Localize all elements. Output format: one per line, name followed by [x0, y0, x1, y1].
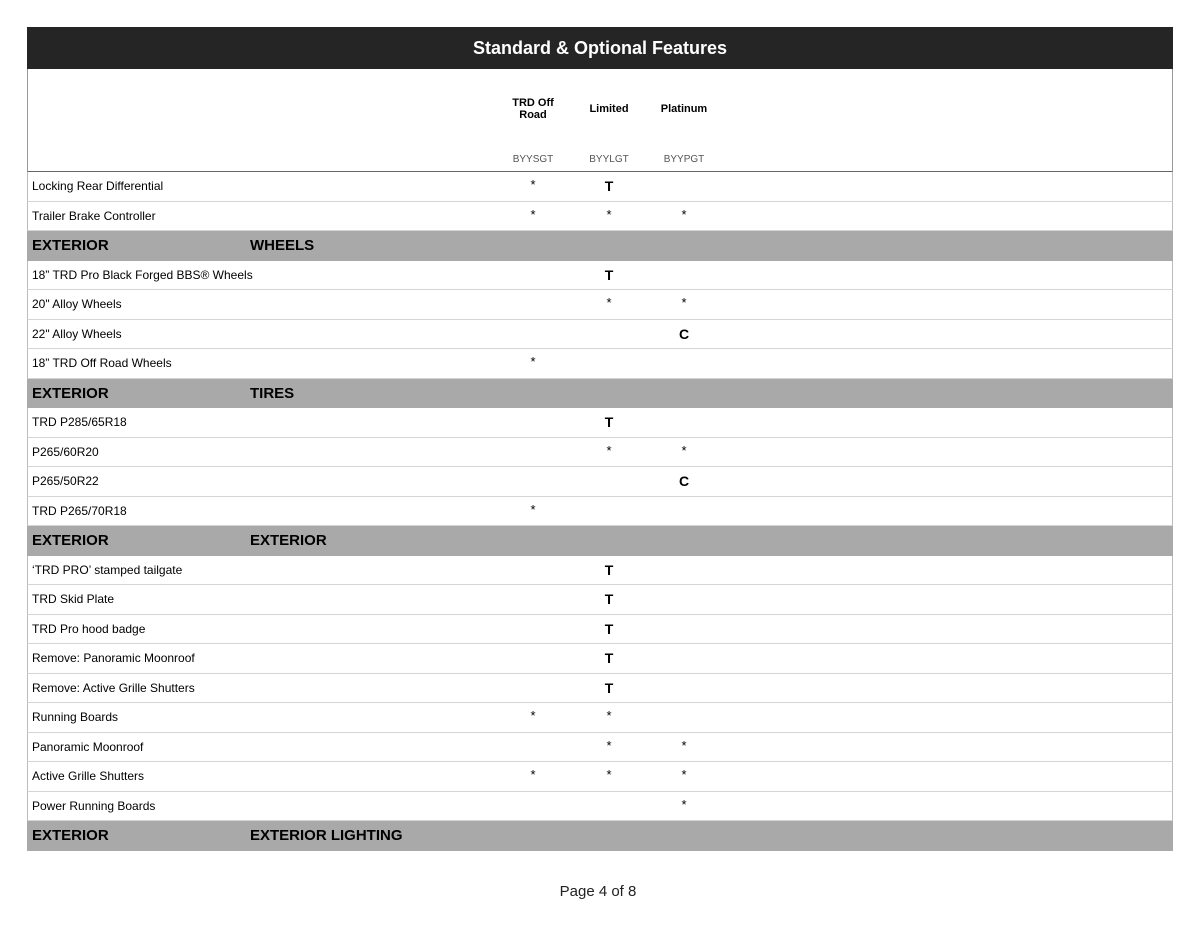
table-row: [27, 261, 1173, 291]
feature-label: Panoramic Moonroof: [32, 739, 144, 754]
table-row: [27, 762, 1173, 792]
availability-mark: *: [530, 501, 536, 517]
availability-mark: *: [606, 708, 612, 723]
availability-mark: T: [604, 561, 614, 578]
feature-table: [27, 27, 1173, 851]
availability-mark: T: [604, 414, 614, 430]
section-category: EXTERIOR: [32, 237, 109, 254]
table-row: [27, 703, 1173, 733]
table-row: [27, 674, 1173, 704]
section-category: EXTERIOR: [32, 384, 109, 402]
feature-label: P265/50R22: [32, 474, 99, 488]
availability-mark: T: [604, 178, 614, 194]
table-row: [27, 733, 1173, 763]
table-row: [27, 172, 1173, 202]
feature-label: 18” TRD Pro Black Forged BBS® Wheels: [32, 267, 253, 282]
availability-mark: *: [681, 737, 687, 753]
column-headers: [27, 69, 1173, 172]
availability-mark: *: [530, 354, 536, 369]
table-row: [27, 556, 1173, 586]
table-row: [27, 644, 1173, 674]
availability-mark: *: [606, 206, 612, 222]
feature-label: Locking Rear Differential: [32, 179, 164, 193]
section-subcategory: EXTERIOR: [250, 532, 327, 549]
availability-mark: *: [681, 442, 687, 458]
table-row: [27, 497, 1173, 527]
feature-label: Active Grille Shutters: [32, 769, 145, 783]
table-row: [27, 438, 1173, 468]
availability-mark: *: [530, 206, 536, 222]
model-code: BYYSGT: [512, 154, 554, 165]
availability-mark: C: [678, 325, 690, 342]
section-subcategory: EXTERIOR LIGHTING: [250, 827, 403, 844]
table-row: [27, 349, 1173, 379]
section-header: [27, 231, 1173, 261]
availability-mark: T: [604, 650, 614, 666]
table-row: [27, 290, 1173, 320]
availability-mark: *: [606, 295, 612, 310]
section-header: [27, 821, 1173, 851]
table-body: [27, 172, 1173, 851]
availability-mark: *: [530, 177, 536, 192]
column-header-limited: [569, 103, 649, 115]
table-row: [27, 202, 1173, 232]
availability-mark: T: [604, 620, 614, 637]
availability-mark: T: [604, 591, 614, 607]
availability-mark: *: [530, 767, 536, 782]
availability-mark: *: [681, 295, 687, 310]
feature-label: Remove: Panoramic Moonroof: [32, 651, 195, 665]
column-header-trd-off-road: [493, 97, 573, 121]
feature-label: 20" Alloy Wheels: [32, 297, 122, 311]
section-header: [27, 379, 1173, 409]
feature-label: Trailer Brake Controller: [32, 208, 156, 223]
availability-mark: *: [606, 737, 612, 753]
availability-mark: *: [530, 708, 536, 723]
availability-mark: T: [604, 679, 614, 696]
feature-label: Running Boards: [32, 710, 119, 724]
section-category: EXTERIOR: [32, 827, 109, 844]
page-number: Page 4 of 8: [559, 883, 637, 900]
availability-mark: *: [681, 206, 687, 222]
feature-label: 22" Alloy Wheels: [32, 326, 122, 341]
table-row: [27, 320, 1173, 350]
section-subcategory: TIRES: [250, 384, 295, 402]
feature-label: TRD P285/65R18: [32, 415, 127, 429]
table-title: Standard & Optional Features: [27, 27, 1173, 69]
model-name-line2: Road: [519, 109, 547, 121]
feature-label: ‘TRD PRO’ stamped tailgate: [32, 562, 183, 577]
model-name: Platinum: [660, 103, 708, 115]
availability-mark: *: [681, 796, 687, 812]
feature-label: P265/60R20: [32, 444, 99, 459]
section-subcategory: WHEELS: [250, 237, 315, 254]
feature-label: TRD Skid Plate: [32, 592, 115, 606]
availability-mark: *: [606, 767, 612, 782]
availability-mark: C: [678, 473, 690, 489]
model-code: BYYLGT: [589, 154, 629, 165]
model-code: BYYPGT: [663, 154, 705, 165]
section-header: [27, 526, 1173, 556]
feature-label: Remove: Active Grille Shutters: [32, 680, 195, 695]
table-row: [27, 615, 1173, 645]
table-row: [27, 792, 1173, 822]
section-category: EXTERIOR: [32, 532, 109, 549]
model-name: Limited: [589, 103, 629, 115]
table-row: [27, 408, 1173, 438]
availability-mark: *: [606, 442, 612, 458]
feature-label: TRD P265/70R18: [32, 503, 127, 518]
feature-label: TRD Pro hood badge: [32, 621, 146, 636]
availability-mark: T: [604, 266, 614, 283]
feature-label: 18” TRD Off Road Wheels: [32, 356, 172, 370]
table-row: [27, 467, 1173, 497]
model-name-line1: TRD Off: [512, 97, 554, 109]
availability-mark: *: [681, 767, 687, 782]
feature-label: Power Running Boards: [32, 798, 156, 813]
table-row: [27, 585, 1173, 615]
column-header-platinum: [644, 103, 724, 115]
